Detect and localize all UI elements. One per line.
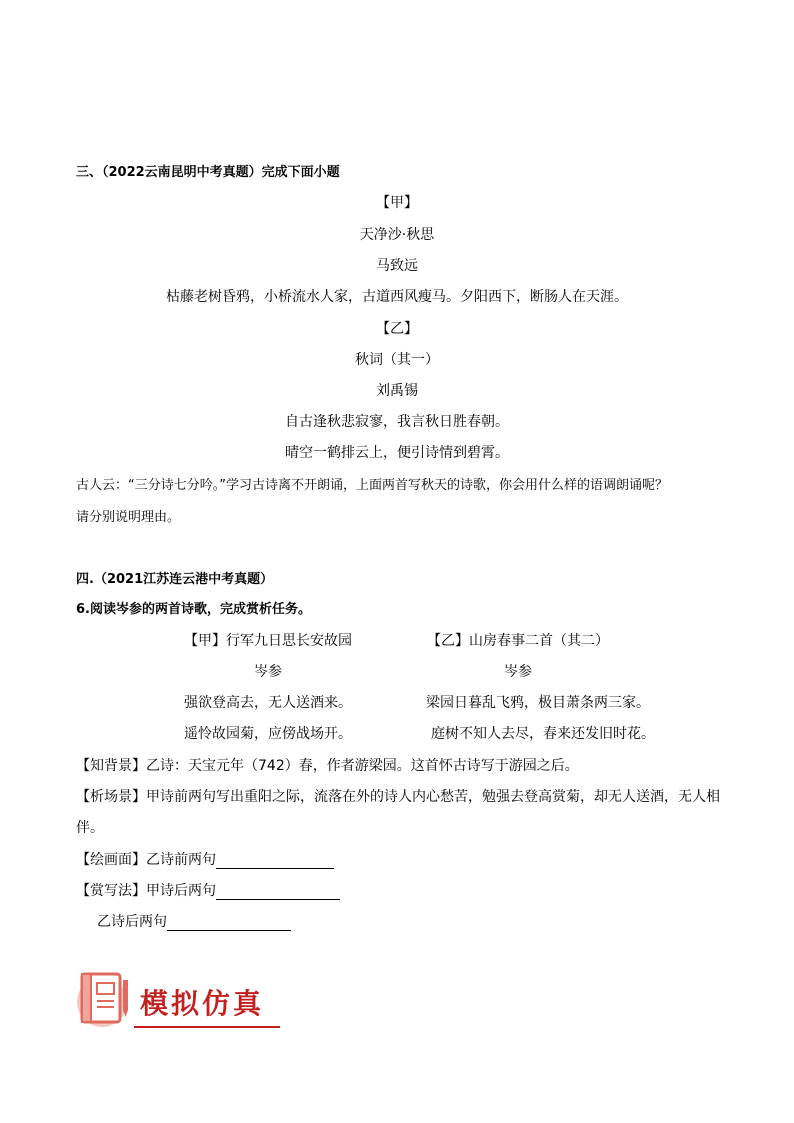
yi-author: 刘禹锡 xyxy=(376,383,418,399)
jia-author: 马致远 xyxy=(376,258,418,274)
appreciate-label2: 乙诗后两句 xyxy=(97,914,167,930)
poem-a-line1: 强欲登高去，无人送酒来。 xyxy=(184,695,352,711)
question-line1: 古人云：“三分诗七分吟。”学习古诗离不开朗诵，上面两首写秋天的诗歌，你会用什么样的语调朗诵呢？ xyxy=(76,478,668,493)
appreciate-label: 【赏写法】甲诗后两句 xyxy=(76,883,216,899)
appreciate-row xyxy=(76,880,340,900)
yi-title: 秋词（其一） xyxy=(355,352,439,368)
analysis-line1: 【析场景】甲诗前两句写出重阳之际，流落在外的诗人内心愁苦，勉强去登高赏菊，却无人送酒，无人相 xyxy=(76,789,720,805)
draw-label: 【绘画面】乙诗前两句 xyxy=(76,852,216,868)
draw-row xyxy=(76,849,334,869)
yi-line1: 自古逢秋悲寂寥，我言秋日胜春朝。 xyxy=(285,414,509,430)
jia-title: 天净沙·秋思 xyxy=(359,227,435,243)
poem-a-author: 岑参 xyxy=(254,664,282,680)
appreciate-answer-blank[interactable] xyxy=(216,885,340,900)
poem-a-line2: 遥怜故园菊，应傍战场开。 xyxy=(184,726,352,742)
poem-a-title: 【甲】行军九日思长安故园 xyxy=(184,633,352,649)
section3-heading: 三、（2022云南昆明中考真题）完成下面小题 xyxy=(76,165,340,180)
poem-b-title: 【乙】山房春事二首（其二） xyxy=(427,633,609,649)
poem-b-author: 岑参 xyxy=(504,664,532,680)
draw-answer-blank[interactable] xyxy=(216,854,334,869)
poem-b-line2: 庭树不知人去尽，春来还发旧时花。 xyxy=(431,726,655,742)
jia-text: 枯藤老树昏鸦，小桥流水人家，古道西风瘦马。夕阳西下，断肠人在天涯。 xyxy=(166,289,628,305)
yi-mark: 【乙】 xyxy=(376,321,418,337)
question-6: 6.阅读岑参的两首诗歌，完成赏析任务。 xyxy=(76,602,311,617)
question-line2: 请分别说明理由。 xyxy=(76,510,181,525)
book-icon xyxy=(76,966,134,1032)
appreciate-row2 xyxy=(97,911,291,931)
simulation-banner xyxy=(76,966,286,1036)
section4-heading: 四.（2021江苏连云港中考真题） xyxy=(76,572,274,587)
banner-title: 模拟仿真 xyxy=(140,987,265,1020)
banner-underline xyxy=(134,1026,280,1028)
analysis-line2: 伴。 xyxy=(76,820,104,836)
appreciate-answer-blank2[interactable] xyxy=(167,916,291,931)
background-note: 【知背景】乙诗：天宝元年（742）春，作者游梁园。这首怀古诗写于游园之后。 xyxy=(76,758,579,774)
yi-line2: 晴空一鹤排云上，便引诗情到碧霄。 xyxy=(285,445,509,461)
poem-b-line1: 梁园日暮乱飞鸦，极目萧条两三家。 xyxy=(426,695,650,711)
jia-mark: 【甲】 xyxy=(376,195,418,211)
